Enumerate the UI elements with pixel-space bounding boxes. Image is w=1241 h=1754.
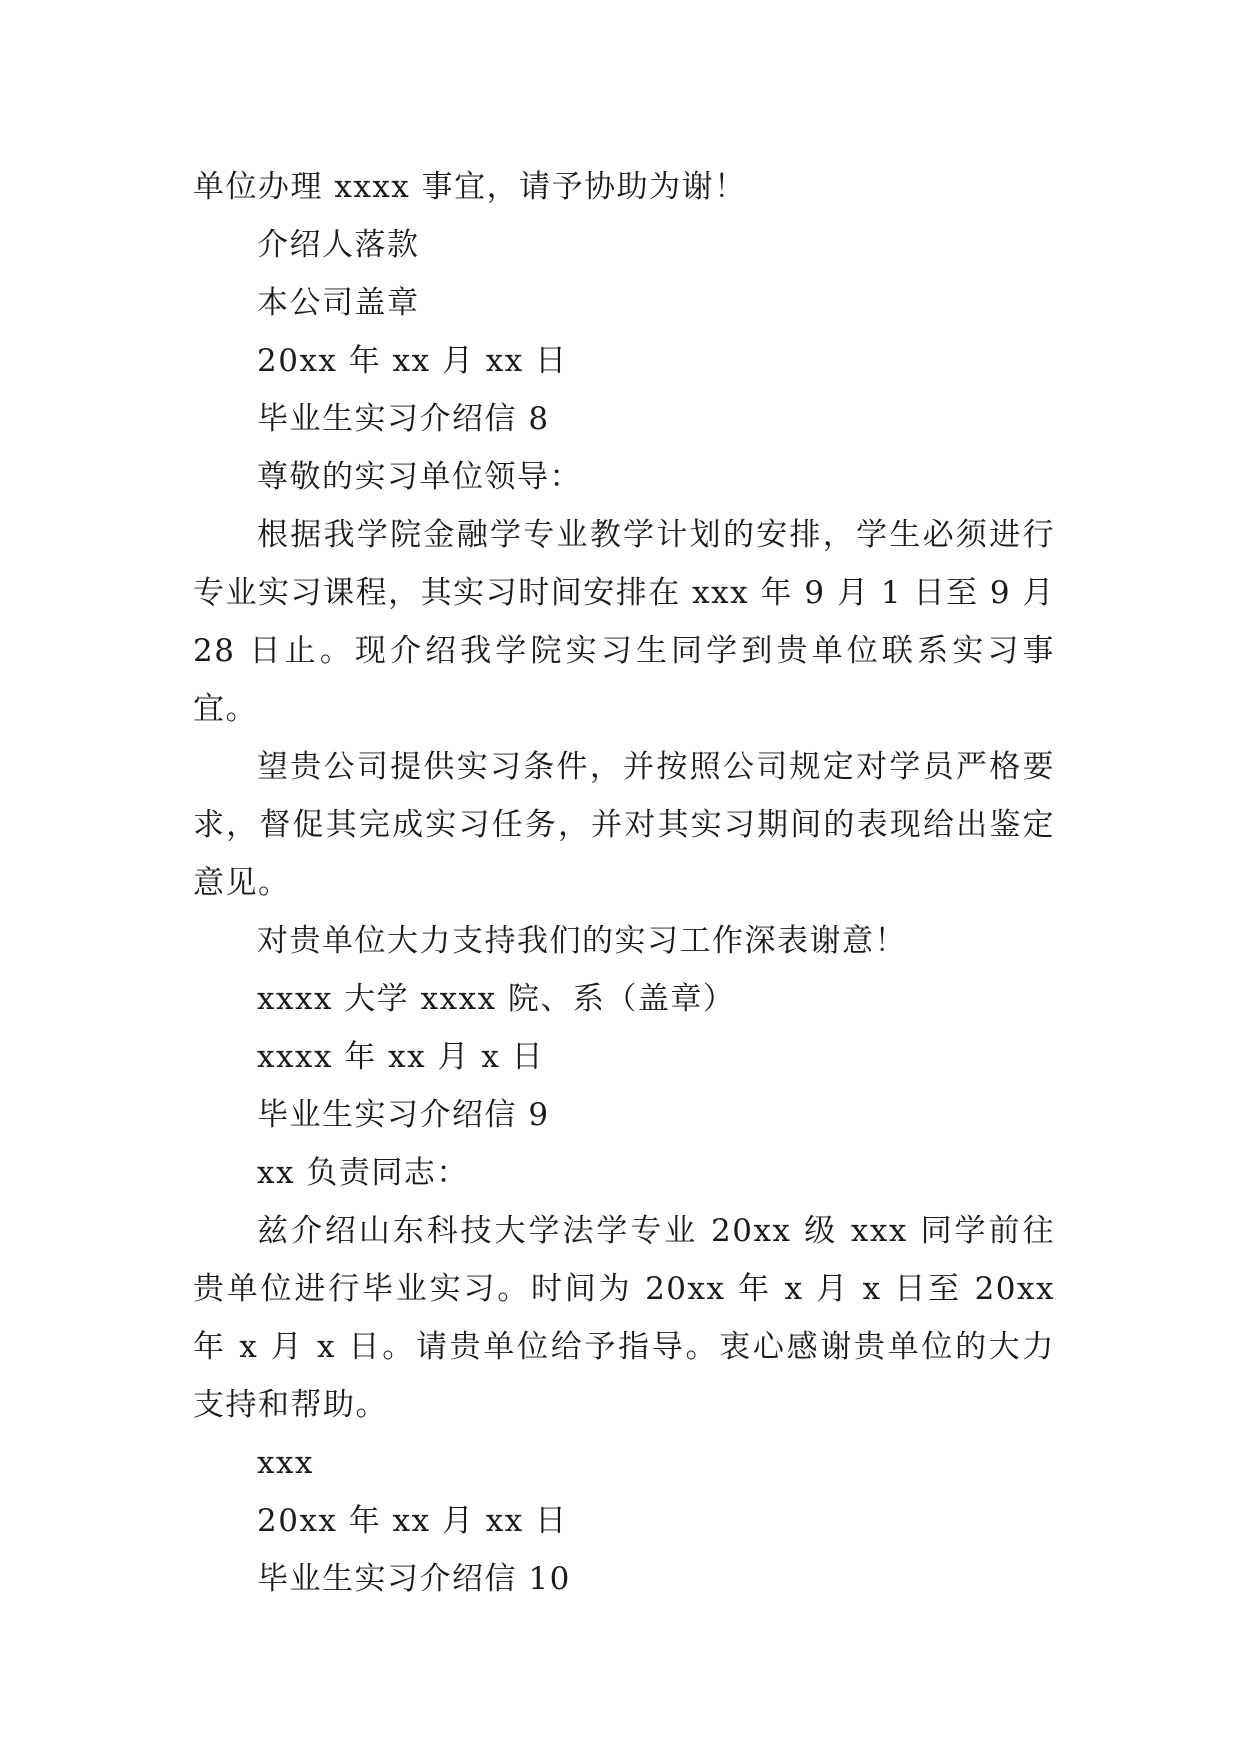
date: xxxx 年 xx 月 x 日 xyxy=(257,1039,545,1075)
section-title: 毕业生实习介绍信 10 xyxy=(257,1561,571,1597)
paragraph: 介绍人落款 xyxy=(257,227,420,263)
paragraph: 兹介绍山东科技大学法学专业 20xx 级 xxx 同学前往贵单位进行毕业实习。时间为 20xx 年 x 月 x 日至 20xx 年 x 月 x 日。请贵单位给予指导。衷心感谢贵单位的大力支持和帮助。 xyxy=(193,1213,1055,1423)
signature: xxx xyxy=(257,1445,314,1481)
paragraph: 根据我学院金融学专业教学计划的安排，学生必须进行专业实习课程，其实习时间安排在 xxx 年 9 月 1 日至 9 月 28 日止。现介绍我学院实习生同学到贵单位联系实习事宜。 xyxy=(193,517,1055,727)
paragraph: 望贵公司提供实习条件，并按照公司规定对学员严格要求，督促其完成实习任务，并对其实习期间的表现给出鉴定意见。 xyxy=(193,749,1055,901)
signature: xxxx 大学 xxxx 院、系（盖章） xyxy=(257,981,736,1017)
date: 20xx 年 xx 月 xx 日 xyxy=(257,1503,568,1539)
paragraph: 本公司盖章 xyxy=(257,285,420,321)
salutation: 尊敬的实习单位领导： xyxy=(257,459,582,495)
paragraph: 单位办理 xxxx 事宜，请予协助为谢！ xyxy=(193,169,747,205)
document-body xyxy=(193,158,1055,1608)
salutation: xx 负责同志： xyxy=(257,1155,469,1191)
paragraph: 对贵单位大力支持我们的实习工作深表谢意！ xyxy=(257,923,907,959)
section-title: 毕业生实习介绍信 8 xyxy=(257,401,550,437)
paragraph: 20xx 年 xx 月 xx 日 xyxy=(257,343,568,379)
section-title: 毕业生实习介绍信 9 xyxy=(257,1097,550,1133)
